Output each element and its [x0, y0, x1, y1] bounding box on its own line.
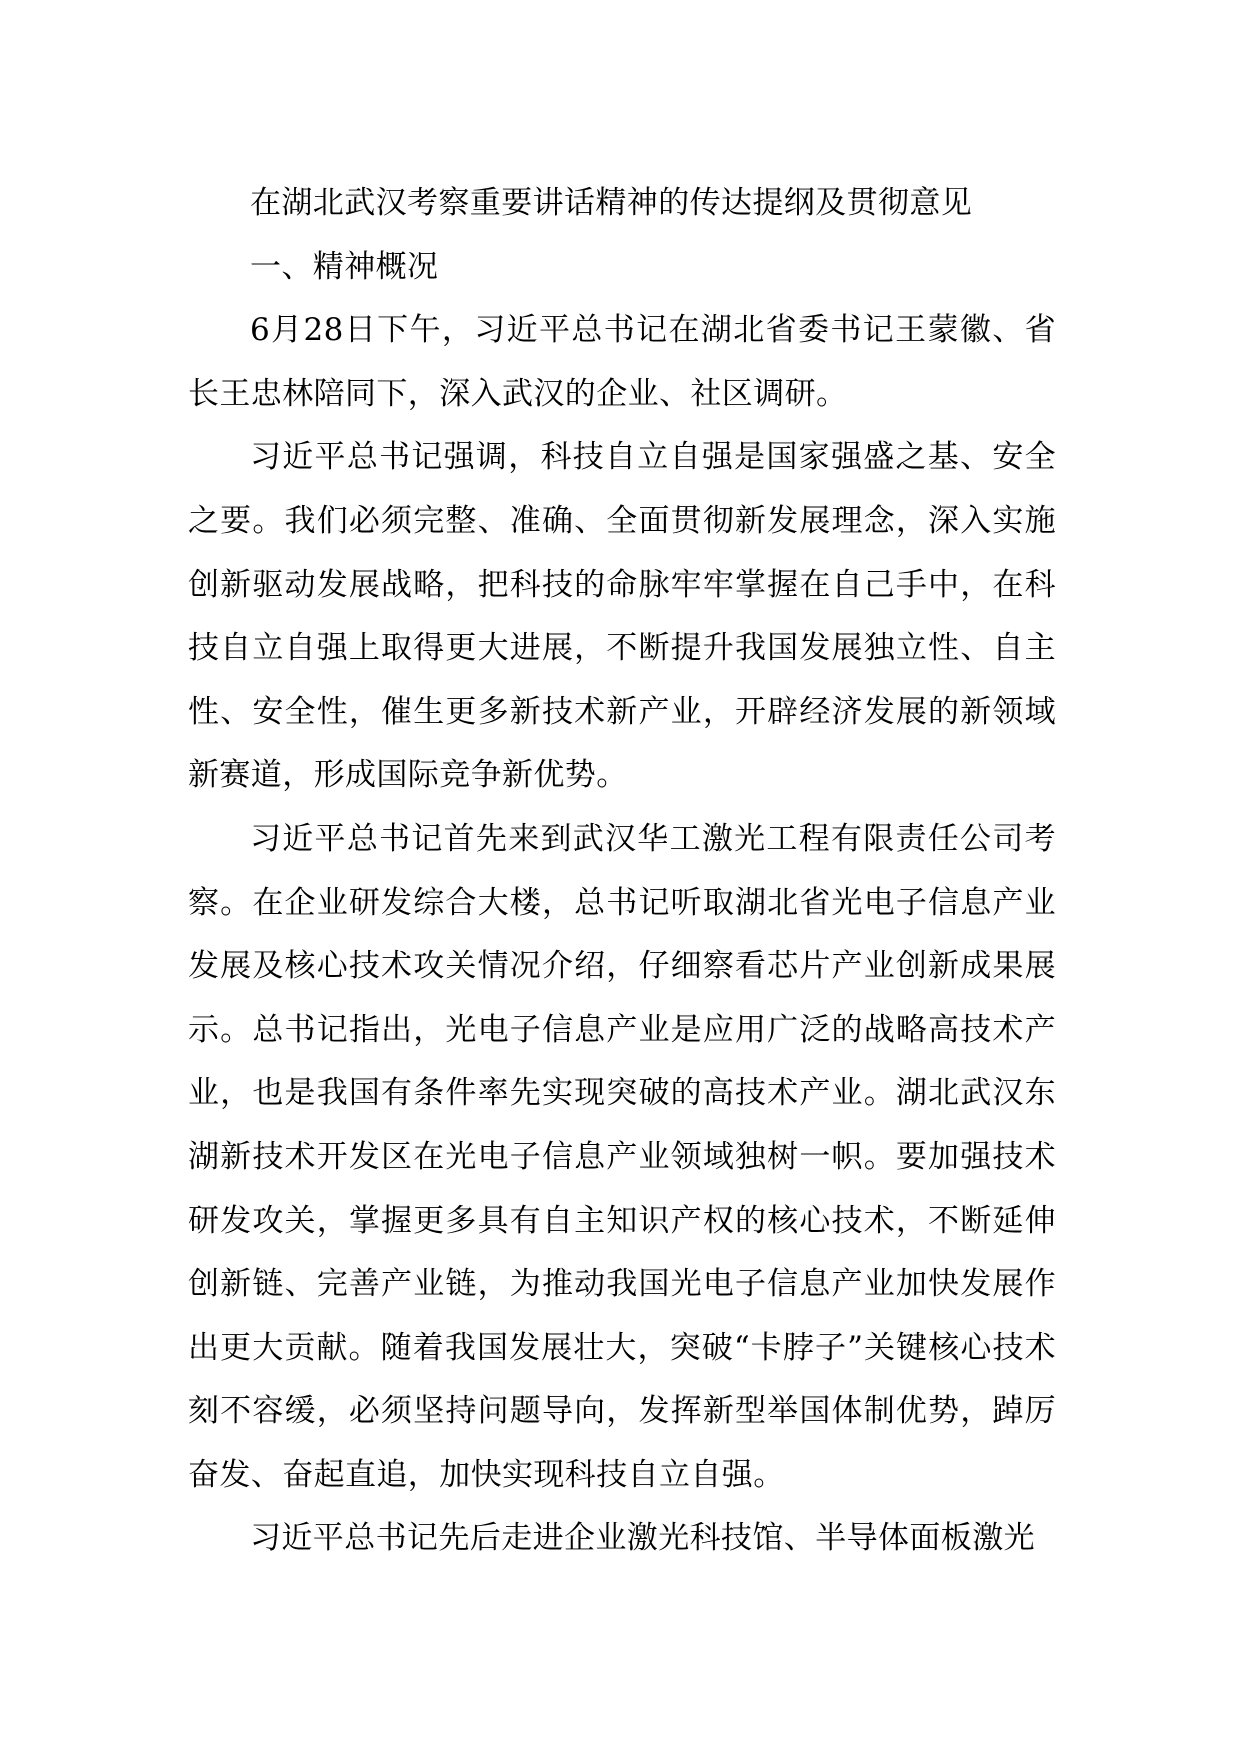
paragraph: 习近平总书记先后走进企业激光科技馆、半导体面板激光: [250, 1520, 1035, 1557]
paragraph: 习近平总书记强调，科技自立自强是国家强盛之基、安全之要。我们必须完整、准确、全面贯彻新发展理念，深入实施创新驱动发展战略，把科技的命脉牢牢掌握在自己手中，在科技自立自强上取得更大进展，不断提升我国发展独立性、自主性、安全性，催生更多新技术新产业，开辟经济发展的新领域新赛道，形成国际竞争新优势。: [188, 439, 1056, 794]
document-body: [188, 172, 1056, 1571]
paragraph: 6月28日下午，习近平总书记在湖北省委书记王蒙徽、省长王忠林陪同下，深入武汉的企业、社区调研。: [188, 312, 1056, 412]
paragraph: 习近平总书记首先来到武汉华工激光工程有限责任公司考察。在企业研发综合大楼，总书记听取湖北省光电子信息产业发展及核心技术攻关情况介绍，仔细察看芯片产业创新成果展示。总书记指出，光电子信息产业是应用广泛的战略高技术产业，也是我国有条件率先实现突破的高技术产业。湖北武汉东湖新技术开发区在光电子信息产业领域独树一帜。要加强技术研发攻关，掌握更多具有自主知识产权的核心技术，不断延伸创新链、完善产业链，为推动我国光电子信息产业加快发展作出更大贡献。随着我国发展壮大，突破“卡脖子”关键核心技术刻不容缓，必须坚持问题导向，发挥新型举国体制优势，踔厉奋发、奋起直追，加快实现科技自立自强。: [188, 820, 1056, 1493]
document-title: 在湖北武汉考察重要讲话精神的传达提纲及贯彻意见: [250, 185, 973, 221]
section-heading: 一、精神概况: [250, 248, 439, 285]
